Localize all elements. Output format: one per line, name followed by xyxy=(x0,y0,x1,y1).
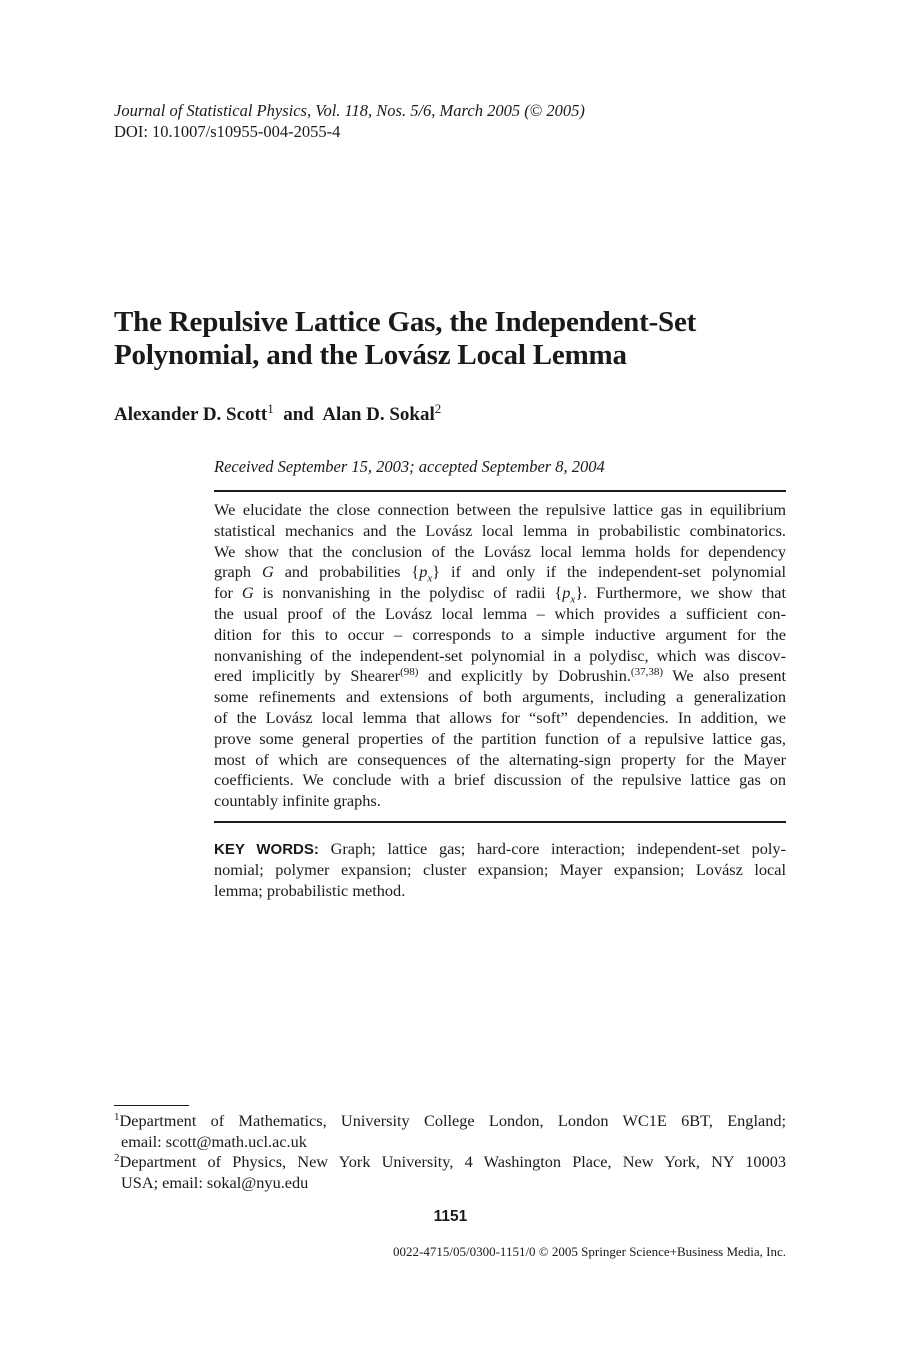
abstract-line xyxy=(214,583,786,604)
abstract-line: statistical mechanics and the Lovász local lemma in probabilistic combinatorics. xyxy=(214,520,786,540)
math-var-x: x xyxy=(427,572,433,585)
abstract-line xyxy=(214,562,786,583)
received-dates: Received September 15, 2003; accepted September 8, 2004 xyxy=(214,457,605,476)
abstract-line: coefficients. We conclude with a brief discussion of the repulsive lattice gas on xyxy=(214,770,786,790)
abstract-text: }. Furthermore, we show that xyxy=(575,583,786,603)
abstract-text: } if and only if the independent-set polynomial xyxy=(432,562,786,582)
abstract-line: the usual proof of the Lovász local lemma – which provides a sufficient con- xyxy=(214,603,786,623)
keywords xyxy=(214,838,786,901)
abstract-line: of the Lovász local lemma that allows for “soft” dependencies. In addition, we xyxy=(214,707,786,727)
copyright-line: 0022-4715/05/0300-1151/0 © 2005 Springer Science+Business Media, Inc. xyxy=(393,1244,786,1259)
abstract-line xyxy=(214,666,786,687)
paper-title xyxy=(114,306,814,372)
abstract-text: for xyxy=(214,583,233,603)
math-var-p: p xyxy=(562,583,571,603)
author-list xyxy=(114,402,441,428)
author-2-name: Alan D. Sokal xyxy=(322,404,435,425)
abstract-line: We elucidate the close connection between the repulsive lattice gas in equilibrium xyxy=(214,500,786,519)
abstract xyxy=(214,500,786,812)
abstract-line: dition for this to occur – corresponds to a simple inductive argument for the xyxy=(214,624,786,644)
math-var-G: G xyxy=(241,583,254,603)
author-1-name: Alexander D. Scott xyxy=(114,404,268,425)
keywords-line: lemma; probabilistic method. xyxy=(214,881,406,900)
footnote-line: email: scott@math.ucl.ac.uk xyxy=(121,1131,307,1151)
math-var-p: p xyxy=(419,562,428,582)
keywords-text: Graph; lattice gas; hard-core interaction; independent-set poly- xyxy=(330,839,786,858)
footnote-1-mark: 1 xyxy=(114,1111,120,1123)
abstract-line: prove some general properties of the partition function of a repulsive lattice gas, xyxy=(214,728,786,748)
abstract-text: We also present xyxy=(662,666,786,686)
footnote-text: Department of Physics, New York University, 4 Washington Place, New York, NY 10003 xyxy=(119,1152,786,1171)
author-1-footnote-mark: 1 xyxy=(267,401,274,416)
abstract-line: countably infinite graphs. xyxy=(214,791,381,811)
abstract-line: most of which are consequences of the alternating-sign property for the Mayer xyxy=(214,749,786,769)
doi-line: DOI: 10.1007/s10955-004-2055-4 xyxy=(114,122,341,141)
abstract-text: and explicitly by Dobrushin. xyxy=(418,666,631,686)
title-line-1: The Repulsive Lattice Gas, the Independent-Set xyxy=(114,306,697,338)
author-connector: and xyxy=(283,404,314,425)
footnote-rule xyxy=(114,1105,189,1106)
footnote-1 xyxy=(114,1111,786,1152)
footnote-2 xyxy=(114,1152,786,1193)
abstract-text: graph xyxy=(214,562,252,582)
footnote-2-mark: 2 xyxy=(114,1152,120,1164)
page-number: 1151 xyxy=(433,1208,468,1225)
abstract-line: We show that the conclusion of the Lovász local lemma holds for dependency xyxy=(214,541,786,561)
abstract-text: is nonvanishing in the polydisc of radii { xyxy=(262,583,563,603)
footnote-line xyxy=(114,1111,786,1132)
abstract-line: some refinements and extensions of both arguments, including a generalization xyxy=(214,687,786,707)
math-var-x: x xyxy=(570,593,576,606)
footnote-line: USA; email: sokal@nyu.edu xyxy=(121,1172,309,1192)
footnote-text: Department of Mathematics, University College London, London WC1E 6BT, England; xyxy=(119,1111,786,1130)
keywords-label: KEY WORDS: xyxy=(214,841,319,858)
abstract-bottom-rule xyxy=(214,821,786,823)
math-var-G: G xyxy=(262,562,274,582)
keywords-line: nomial; polymer expansion; cluster expansion; Mayer expansion; Lovász local xyxy=(214,860,786,879)
abstract-text: and probabilities { xyxy=(284,562,420,582)
abstract-line: nonvanishing of the independent-set polynomial in a polydisc, which was discov- xyxy=(214,645,786,665)
citation-shearer: (98) xyxy=(400,666,419,679)
abstract-top-rule xyxy=(214,490,786,492)
author-2-footnote-mark: 2 xyxy=(434,401,442,416)
journal-citation: Journal of Statistical Physics, Vol. 118, Nos. 5/6, March 2005 (© 2005) xyxy=(114,101,585,120)
title-line-2: Polynomial, and the Lovász Local Lemma xyxy=(114,339,627,371)
keywords-line xyxy=(214,838,786,859)
footnotes xyxy=(114,1111,786,1193)
footnote-line xyxy=(114,1152,786,1173)
citation-dobrushin: (37,38) xyxy=(630,666,663,679)
abstract-text: ered implicitly by Shearer xyxy=(214,666,401,686)
